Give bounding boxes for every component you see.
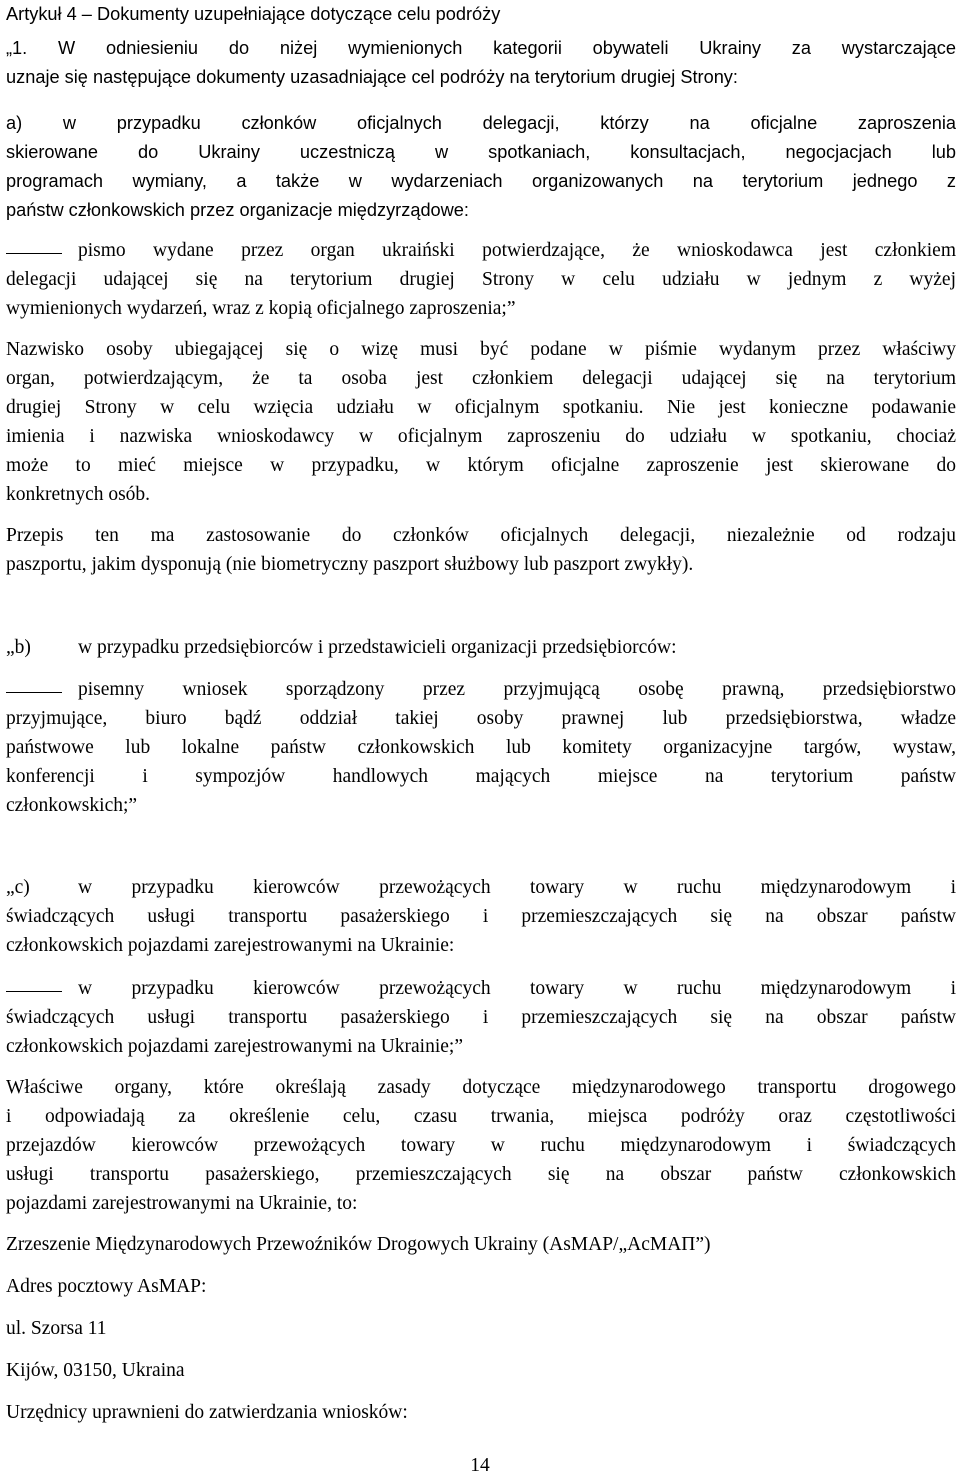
note-line-5: może to mieć miejsce w przypadku, w którym oficjalne zaproszenie jest skierowane do <box>6 455 956 476</box>
item-a-line-1: a) w przypadku członków oficjalnych delegacji, którzy na oficjalne zaproszenia <box>6 113 956 133</box>
organization-name: Zrzeszenie Międzynarodowych Przewoźników Drogowych Ukrainy (AsMAP/„AcMAΠ”) <box>6 1234 711 1255</box>
city-address: Kijów, 03150, Ukraina <box>6 1360 185 1381</box>
item-b-label: „b) <box>6 637 31 658</box>
authorities-line-5: pojazdami zarejestrowanymi na Ukrainie, to: <box>6 1193 358 1214</box>
scope-line-1: Przepis ten ma zastosowanie do członków oficjalnych delegacji, niezależnie od rodzaju <box>6 525 956 546</box>
em-dash-rule <box>6 991 62 992</box>
page-number: 14 <box>470 1455 490 1476</box>
item-a-line-2: skierowane do Ukrainy uczestniczą w spotkaniach, konsultacjach, negocjacjach lub <box>6 142 956 162</box>
item-a-line-3: programach wymiany, a także w wydarzeniach organizowanych na terytorium jednego z <box>6 171 956 191</box>
em-dash-rule <box>6 692 62 693</box>
item-b-line-1: w przypadku przedsiębiorców i przedstawicieli organizacji przedsiębiorców: <box>78 637 677 658</box>
item-b-dash-line-4: konferencji i sympozjów handlowych mających miejsce na terytorium państw <box>6 766 956 787</box>
item-b-dash-line-5: członkowskich;” <box>6 795 138 816</box>
authorities-line-2: i odpowiadają za określenie celu, czasu trwania, miejsca podróży oraz częstotliwości <box>6 1106 956 1127</box>
intro-line-2: uznaje się następujące dokumenty uzasadniające cel podróży na terytorium drugiej Strony: <box>6 67 738 87</box>
note-line-2: organ, potwierdzającym, że ta osoba jest członkiem delegacji udającej się na terytorium <box>6 368 956 389</box>
item-c-line-2: świadczących usługi transportu pasażerskiego i przemieszczających się na obszar państw <box>6 906 956 927</box>
authorities-line-4: usługi transportu pasażerskiego, przemieszczających się na obszar państw członkowskich <box>6 1164 956 1185</box>
article-heading: Artykuł 4 – Dokumenty uzupełniające dotyczące celu podróży <box>6 4 501 24</box>
item-c-label: „c) <box>6 877 30 898</box>
item-c-dash-line-1: w przypadku kierowców przewożących towary w ruchu międzynarodowym i <box>78 978 956 999</box>
intro-line-1: „1. W odniesieniu do niżej wymienionych kategorii obywateli Ukrainy za wystarczające <box>6 38 956 58</box>
item-c-dash-line-2: świadczących usługi transportu pasażerskiego i przemieszczających się na obszar państw <box>6 1007 956 1028</box>
postal-address-label: Adres pocztowy AsMAP: <box>6 1276 207 1297</box>
item-b-dash-line-3: państwowe lub lokalne państw członkowskich lub komitety organizacyjne targów, wystaw, <box>6 737 956 758</box>
authorities-line-1: Właściwe organy, które określają zasady dotyczące międzynarodowego transportu drogowego <box>6 1077 956 1098</box>
note-line-3: drugiej Strony w celu wzięcia udziału w oficjalnym spotkaniu. Nie jest konieczne podawanie <box>6 397 956 418</box>
em-dash-rule <box>6 253 62 254</box>
officials-label: Urzędnicy uprawnieni do zatwierdzania wniosków: <box>6 1402 408 1423</box>
item-b-dash-line-1: pisemny wniosek sporządzony przez przyjmującą osobę prawną, przedsiębiorstwo <box>78 679 956 700</box>
item-a-line-4: państw członkowskich przez organizacje międzyrządowe: <box>6 200 469 220</box>
item-b-dash-line-2: przyjmujące, biuro bądź oddział takiej osoby prawnej lub przedsiębiorstwa, władze <box>6 708 956 729</box>
item-a-dash-line-3: wymienionych wydarzeń, wraz z kopią oficjalnego zaproszenia;” <box>6 298 516 319</box>
note-line-6: konkretnych osób. <box>6 484 151 505</box>
item-a-dash-line-2: delegacji udającej się na terytorium drugiej Strony w celu udziału w jednym z wyżej <box>6 269 956 290</box>
item-c-line-1: w przypadku kierowców przewożących towary w ruchu międzynarodowym i <box>78 877 956 898</box>
note-line-1: Nazwisko osoby ubiegającej się o wizę musi być podane w piśmie wydanym przez właściwy <box>6 339 956 360</box>
scope-line-2: paszportu, jakim dysponują (nie biometryczny paszport służbowy lub paszport zwykły). <box>6 554 694 575</box>
note-line-4: imienia i nazwiska wnioskodawcy w oficjalnym zaproszeniu do udziału w spotkaniu, chociaż <box>6 426 956 447</box>
authorities-line-3: przejazdów kierowców przewożących towary w ruchu międzynarodowym i świadczących <box>6 1135 956 1156</box>
item-a-dash-line-1: pismo wydane przez organ ukraiński potwierdzające, że wnioskodawca jest członkiem <box>78 240 956 261</box>
street-address: ul. Szorsa 11 <box>6 1318 107 1339</box>
item-c-line-3: członkowskich pojazdami zarejestrowanymi na Ukrainie: <box>6 935 455 956</box>
item-c-dash-line-3: członkowskich pojazdami zarejestrowanymi na Ukrainie;” <box>6 1036 463 1057</box>
